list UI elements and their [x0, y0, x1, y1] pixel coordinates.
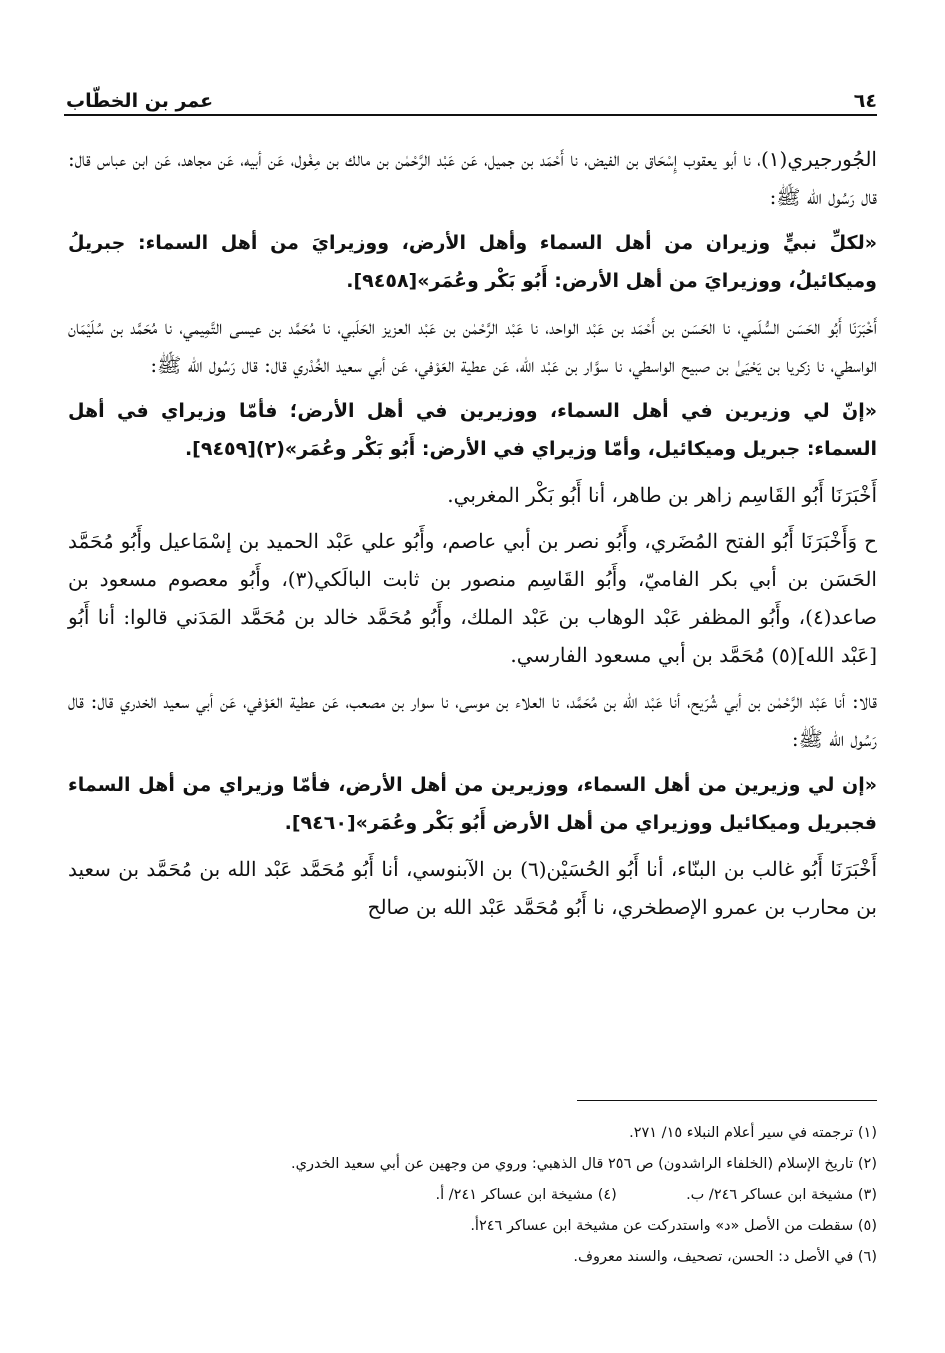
- isnad-paragraph: أَخْبَرَنَا أَبُو غالب بن البنّاء، أنا أَبُو الحُسَيْن(٦) بن الآبنوسي، أنا أَبُو مُحَمَّد عَبْد الله بن مُحَمَّد بن سعيد بن محارب بن عمرو الإصطخري، نا أَبُو مُحَمَّد عَبْد الله بن صالح: [68, 857, 878, 919]
- footnote: (٦) في الأصل د: الحسن، تصحيف، والسند معروف.: [573, 1249, 877, 1265]
- hadith-text: «إن لي وزيرين من أهل السماء، ووزيرين من أهل الأرض، فأمّا وزيراي من أهل السماء فجبريل وميكائيل ووزيراي من أهل الأرض أَبُو بَكْر وعُمَر»[٩٤٦٠].: [68, 774, 877, 834]
- footnote: (٥) سقطت من الأصل «د» واستدركت عن مشيخة ابن عساكر ٢٤٦أ.: [470, 1218, 877, 1234]
- footnote: (٢) تاريخ الإسلام (الخلفاء الراشدون) ص ٢٥٦ قال الذهبي: وروي من وجهين عن أبي سعيد الخدري.: [291, 1156, 877, 1172]
- main-text: [68, 140, 877, 934]
- isnad-paragraph: الجُورجيري(١)، نا أبو يعقوب إِسْحَاق بن الفيض، نا أَحْمَد بن جميل، عَن عَبْد الرَّحْمٰن بن مالك بن مِغْول، عَن أبيه، عَن مجاهد، عَن ابن عباس قال: قال رَسُول الله ﷺ:: [68, 147, 877, 209]
- footnote-pair: [68, 1180, 877, 1211]
- hadith-text: «إنّ لي وزيرين في أهل السماء، ووزيرين في أهل الأرض؛ فأمّا وزيراي في أهل السماء: جبريل وميكائيل، وأمّا وزيراي في الأرض: أَبُو بَكْر وعُمَر»(٢)[٩٤٥٩].: [68, 400, 877, 460]
- isnad-paragraph: أَخْبَرَنَا أَبُو الحَسَن السُّلَمي، نا الحَسَن بن أَحْمَد بن عَبْد الواحد، نا عَبْد الرَّحْمٰن بن عَبْد العزيز الحَلَبي، نا مُحَمَّد بن عيسى التَّمِيمي، نا مُحَمَّد بن سُلَيْمَان الواسطي، نا زكريا بن يَحْيَىٰ بن صبيح الواسطي، نا سوَّار بن عَبْد الله، عَن عطية العَوْفي، عَن أبي سعيد الخُدْري قال: قال رَسُول الله ﷺ:: [68, 315, 877, 377]
- isnad-paragraph: قالا: أنا عَبْد الرَّحْمٰن بن أبي شُرَيح، أنا عَبْد الله بن مُحَمَّد، نا العلاء بن موسى، نا سوار بن مصعب، عَن عطية العَوْفي، عَن أبي سعيد الخدري قال: قال رَسُول الله ﷺ:: [68, 689, 877, 751]
- page-number: ٦٤: [853, 90, 877, 112]
- header-rule: [64, 114, 877, 116]
- footnotes: [68, 1118, 877, 1273]
- hadith-text: «لكلِّ نبيٍّ وزيران من أهل السماء وأهل الأرض، ووزيرايَ من أهل السماء: جبريلُ وميكائيلُ، ووزيرايَ من أهل الأرض: أَبُو بَكْر وعُمَر»[٩٤٥٨].: [68, 232, 877, 292]
- running-title: عمر بن الخطّاب: [66, 90, 214, 112]
- footnote: (٣) مشيخة ابن عساكر ٢٤٦/ ب.: [686, 1187, 877, 1203]
- isnad-paragraph: أَخْبَرَنَا أَبُو القَاسِم زاهر بن طاهر، أنا أَبُو بَكْر المغربي.: [447, 483, 877, 507]
- page-header: [66, 78, 877, 112]
- footnote: (١) ترجمته في سير أعلام النبلاء ١٥/ ٢٧١.: [629, 1125, 877, 1141]
- footnote-separator: [577, 1100, 877, 1101]
- isnad-paragraph: ح وَأَخْبَرَنَا أَبُو الفتح المُضَري، وأَبُو نصر بن أبي عاصم، وأَبُو علي عَبْد الحميد بن إسْمَاعيل وأَبُو مُحَمَّد الحَسَن بن أبي بكر الفاميّ، وأَبُو القَاسِم منصور بن ثابت البالَكي(٣)، وأَبُو معصوم مسعود بن صاعد(٤)، وأَبُو المظفر عَبْد الوهاب بن عَبْد الملك، وأَبُو مُحَمَّد خالد بن مُحَمَّد المَدَني قالوا: أنا أَبُو [عَبْد الله](٥) مُحَمَّد بن أبي مسعود الفارسي.: [68, 529, 877, 667]
- footnote: (٤) مشيخة ابن عساكر ٢٤١/ أ.: [435, 1187, 617, 1203]
